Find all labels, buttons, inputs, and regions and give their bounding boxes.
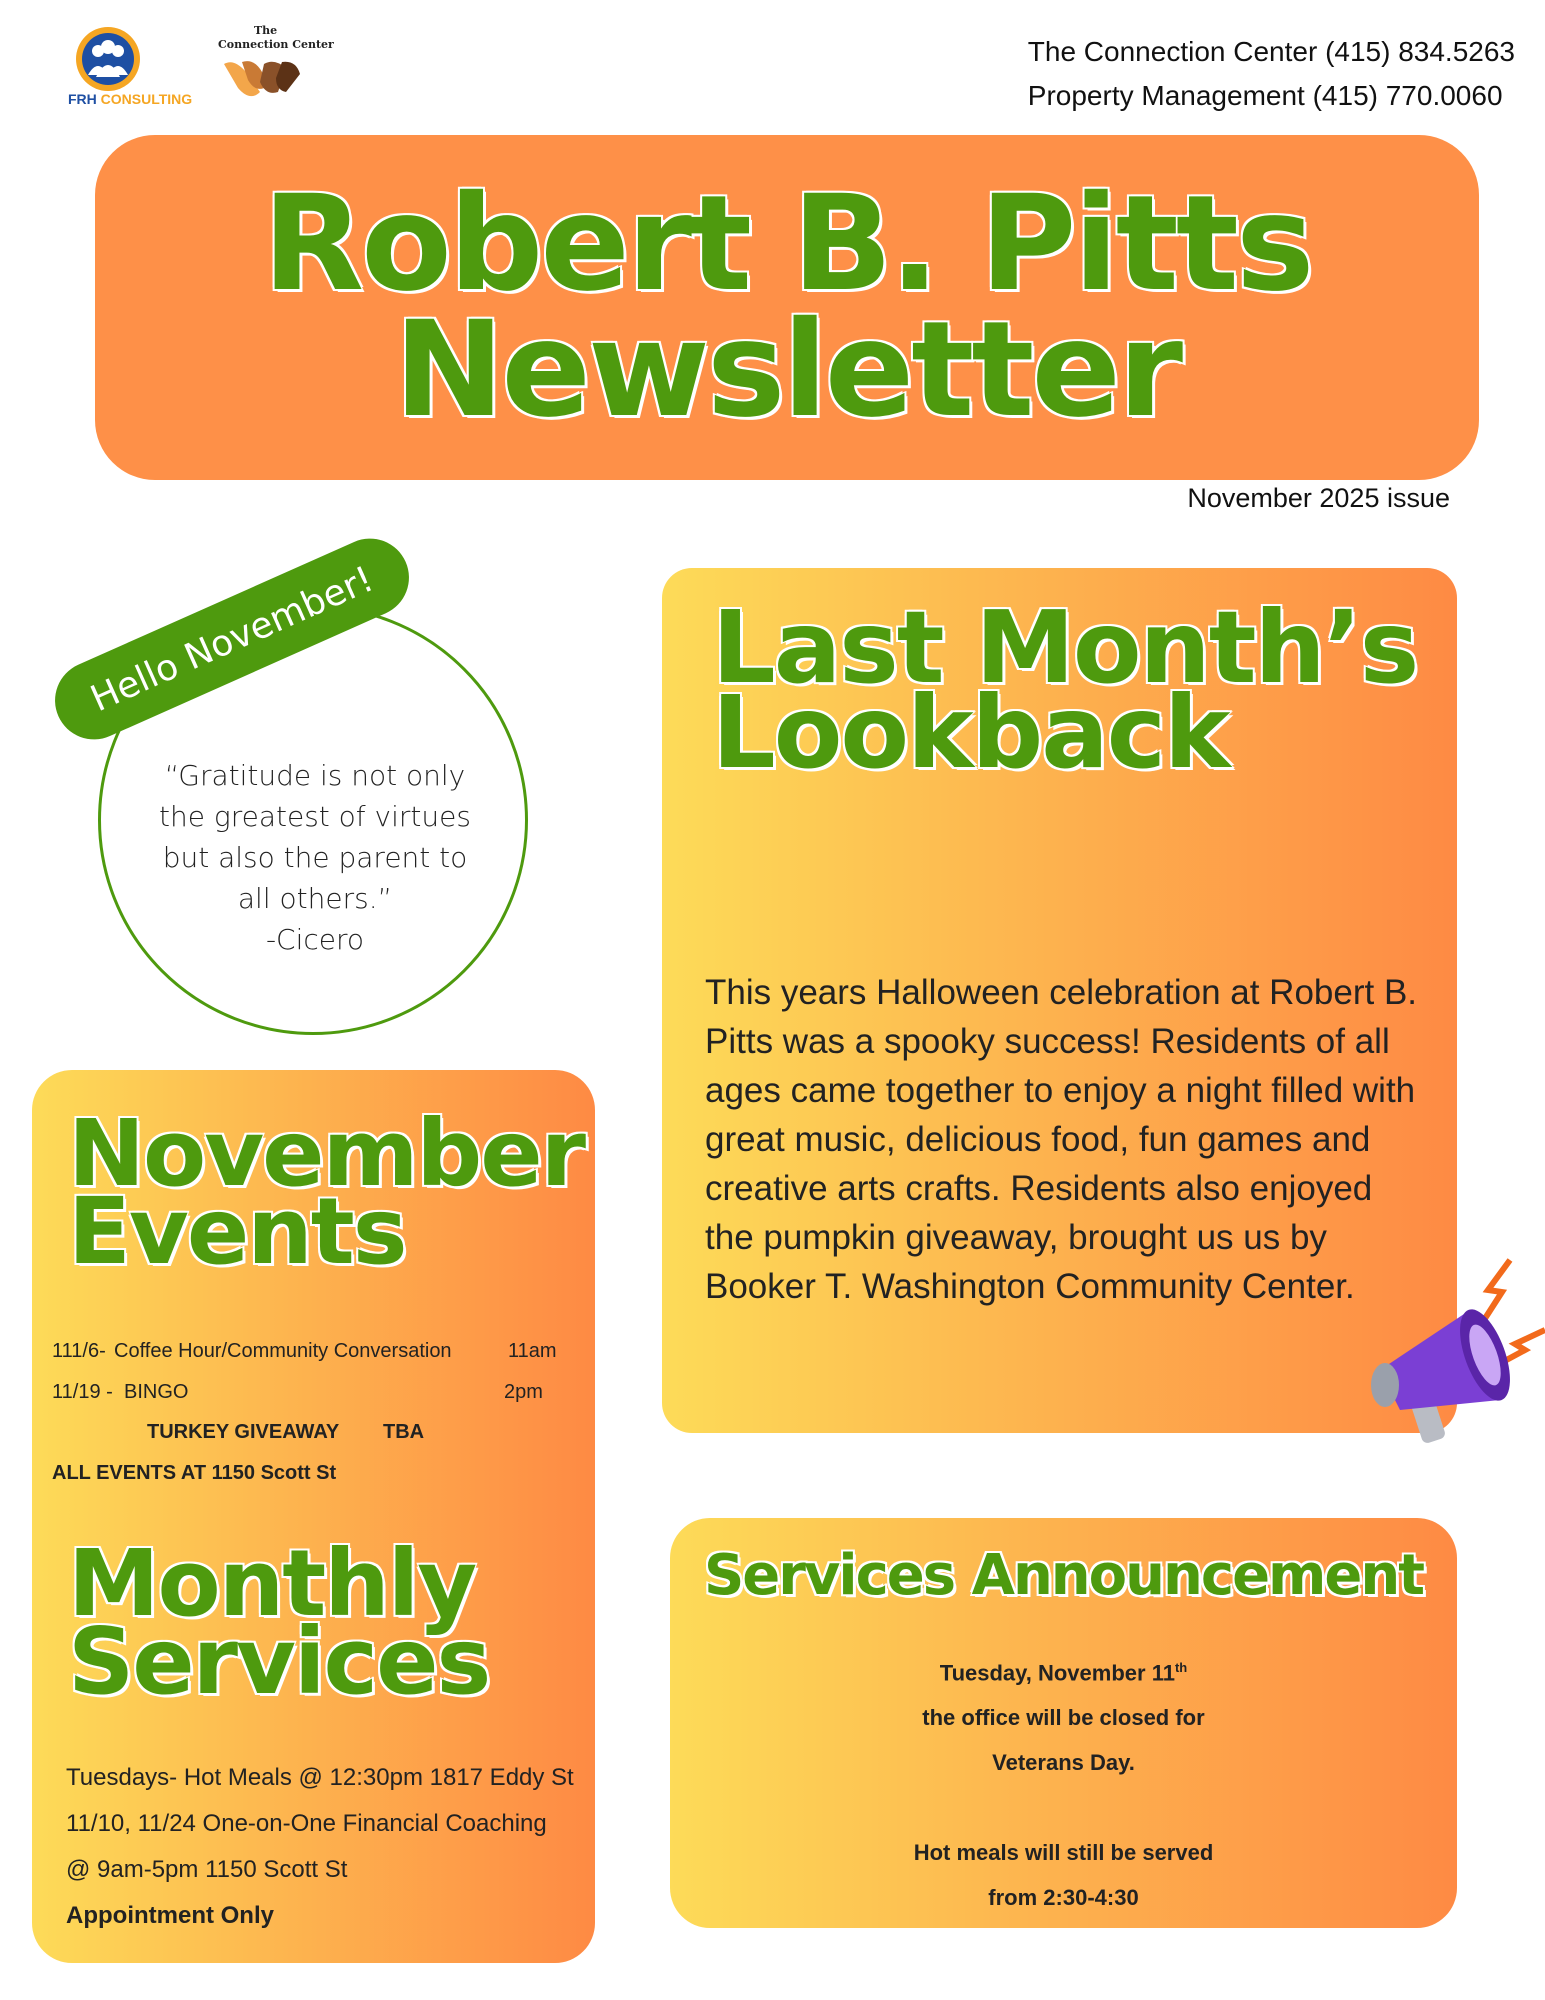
newsletter-title-banner <box>95 135 1479 480</box>
contact-info <box>1028 30 1515 118</box>
events-location-note <box>52 1462 592 1502</box>
frh-consulting-logo <box>68 25 193 115</box>
hello-november-badge: Hello November! <box>43 526 422 752</box>
event-date: 11/19 - <box>52 1381 113 1403</box>
services-heading-line-2: Services <box>68 1608 490 1716</box>
frh-logo-text: FRH <box>68 91 97 107</box>
announcement-date-suffix: th <box>1174 1660 1188 1675</box>
service-line: @ 9am-5pm 1150 Scott St <box>66 1856 348 1883</box>
connection-center-logo <box>212 24 334 108</box>
announcement-body <box>670 1645 1457 1920</box>
event-name: BINGO <box>124 1381 189 1403</box>
event-time: 2pm <box>504 1381 543 1403</box>
event-date: 111/6- <box>52 1340 106 1362</box>
event-name: Coffee Hour/Community Conversation <box>114 1340 452 1362</box>
lookback-heading-line-1: Last Month’s <box>712 589 1418 706</box>
event-row <box>52 1340 592 1380</box>
monthly-services-heading <box>68 1530 490 1716</box>
quote-line-3: but also the parent to <box>162 841 468 874</box>
quote-line-4: all others.” <box>237 882 393 915</box>
events-location-text: ALL EVENTS AT 1150 Scott St <box>52 1462 337 1484</box>
services-announcement-heading: Services Announcement <box>703 1543 1424 1608</box>
quote-author: -Cicero <box>265 923 365 956</box>
connection-center-phone: The Connection Center (415) 834.5263 <box>1027 36 1515 67</box>
tcc-logo-text: Connection Center <box>218 38 334 51</box>
consulting-logo-text: CONSULTING <box>100 91 193 107</box>
events-heading-line-2: Events <box>68 1178 406 1286</box>
title-line-1: Robert B. Pitts <box>262 167 1312 322</box>
event-time: 11am <box>508 1340 557 1362</box>
quote-line-2: the greatest of virtues <box>159 800 471 833</box>
event-time: TBA <box>383 1421 425 1443</box>
event-row <box>52 1381 592 1421</box>
events-heading-line-1: November <box>68 1100 585 1207</box>
announcement-line <box>670 1645 1457 1695</box>
megaphone-icon <box>1360 1250 1545 1470</box>
lookback-heading-line-2: Lookback <box>712 674 1229 791</box>
november-events-heading <box>68 1100 585 1286</box>
gratitude-quote <box>150 755 480 960</box>
event-row <box>52 1421 592 1461</box>
tcc-logo-text-the: The <box>254 24 278 37</box>
hands-icon <box>212 24 312 108</box>
announcement-line: Veterans Day. <box>992 1750 1135 1776</box>
service-line: 11/10, 11/24 One-on-One Financial Coaching <box>66 1810 547 1837</box>
issue-date: November 2025 issue <box>1187 483 1450 513</box>
services-list <box>66 1755 586 1939</box>
announcement-line: Hot meals will still be served <box>913 1840 1214 1866</box>
lookback-heading <box>712 589 1418 791</box>
property-management-phone: Property Management (415) 770.0060 <box>1027 80 1503 111</box>
event-name: TURKEY GIVEAWAY <box>147 1421 340 1443</box>
service-line: Tuesdays- Hot Meals @ 12:30pm 1817 Eddy St <box>66 1764 574 1791</box>
title-line-2: Newsletter <box>393 292 1181 447</box>
announcement-line: the office will be closed for <box>922 1705 1205 1731</box>
announcement-line: from 2:30-4:30 <box>988 1885 1139 1911</box>
announcement-date: Tuesday, November 11 <box>939 1660 1175 1686</box>
service-note: Appointment Only <box>66 1902 274 1929</box>
lookback-body-text: This years Halloween celebration at Robert B. Pitts was a spooky success! Residents of all ages came together to enjoy a night filled with great music, delicious food, fun games and creative arts crafts. Residents also enjoyed the pumpkin giveaway, brought us us by Booker T. Washington Community Center. <box>705 973 1418 1306</box>
quote-line-1: “Gratitude is not only <box>164 759 466 792</box>
services-heading-line-1: Monthly <box>68 1530 476 1637</box>
